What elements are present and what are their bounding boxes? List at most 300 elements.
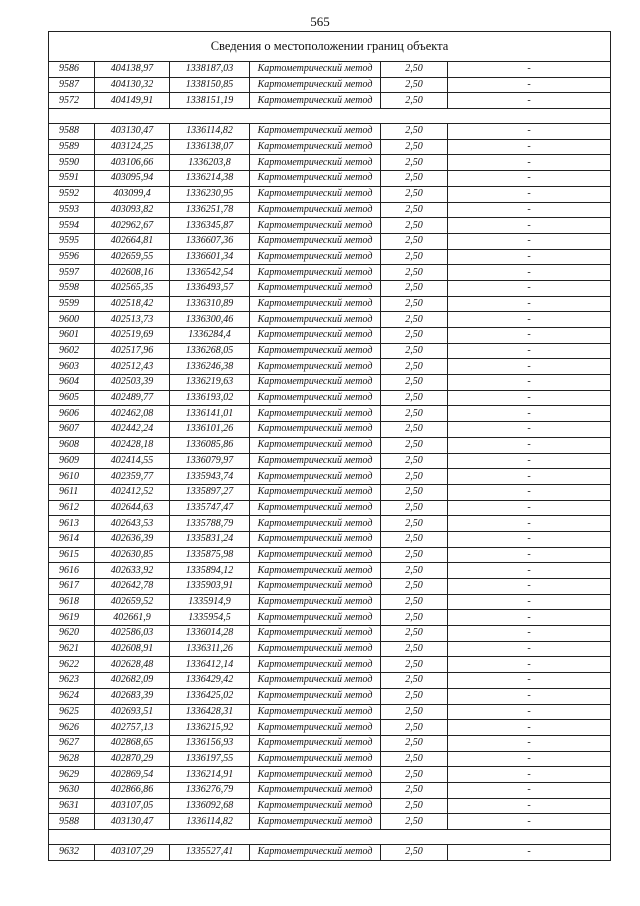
accuracy-cell: 2,50 xyxy=(381,626,448,642)
description-cell: - xyxy=(448,296,611,312)
description-cell: - xyxy=(448,390,611,406)
accuracy-cell: 2,50 xyxy=(381,62,448,78)
description-cell: - xyxy=(448,93,611,109)
accuracy-cell: 2,50 xyxy=(381,704,448,720)
table-row xyxy=(49,500,611,516)
table-row xyxy=(49,218,611,234)
accuracy-cell: 2,50 xyxy=(381,579,448,595)
method-cell: Картометрический метод xyxy=(250,296,381,312)
method-cell: Картометрический метод xyxy=(250,688,381,704)
table-row xyxy=(49,563,611,579)
table-row xyxy=(49,233,611,249)
table-row xyxy=(49,735,611,751)
method-cell: Картометрический метод xyxy=(250,249,381,265)
description-cell: - xyxy=(448,735,611,751)
method-cell: Картометрический метод xyxy=(250,814,381,830)
method-cell: Картометрический метод xyxy=(250,751,381,767)
description-cell: - xyxy=(448,233,611,249)
method-cell: Картометрический метод xyxy=(250,265,381,281)
point-number-cell: 9628 xyxy=(49,751,95,767)
point-number-cell: 9609 xyxy=(49,453,95,469)
x-coordinate-cell: 402518,42 xyxy=(95,296,170,312)
table-row xyxy=(49,845,611,861)
accuracy-cell: 2,50 xyxy=(381,171,448,187)
y-coordinate-cell: 1338150,85 xyxy=(170,77,250,93)
method-cell: Картометрический метод xyxy=(250,845,381,861)
y-coordinate-cell: 1336268,05 xyxy=(170,343,250,359)
x-coordinate-cell: 402359,77 xyxy=(95,469,170,485)
accuracy-cell: 2,50 xyxy=(381,610,448,626)
method-cell: Картометрический метод xyxy=(250,359,381,375)
accuracy-cell: 2,50 xyxy=(381,547,448,563)
y-coordinate-cell: 1336114,82 xyxy=(170,814,250,830)
method-cell: Картометрический метод xyxy=(250,782,381,798)
y-coordinate-cell: 1336197,55 xyxy=(170,751,250,767)
point-number-cell: 9622 xyxy=(49,657,95,673)
y-coordinate-cell: 1336141,01 xyxy=(170,406,250,422)
point-number-cell: 9594 xyxy=(49,218,95,234)
description-cell: - xyxy=(448,422,611,438)
x-coordinate-cell: 402608,16 xyxy=(95,265,170,281)
x-coordinate-cell: 402643,53 xyxy=(95,516,170,532)
point-number-cell: 9606 xyxy=(49,406,95,422)
x-coordinate-cell: 402682,09 xyxy=(95,673,170,689)
x-coordinate-cell: 402659,55 xyxy=(95,249,170,265)
method-cell: Картометрический метод xyxy=(250,218,381,234)
point-number-cell: 9595 xyxy=(49,233,95,249)
accuracy-cell: 2,50 xyxy=(381,265,448,281)
y-coordinate-cell: 1336425,02 xyxy=(170,688,250,704)
y-coordinate-cell: 1336203,8 xyxy=(170,155,250,171)
table-row xyxy=(49,798,611,814)
point-number-cell: 9602 xyxy=(49,343,95,359)
description-cell: - xyxy=(448,563,611,579)
y-coordinate-cell: 1336230,95 xyxy=(170,186,250,202)
method-cell: Картометрический метод xyxy=(250,704,381,720)
table-row xyxy=(49,406,611,422)
accuracy-cell: 2,50 xyxy=(381,657,448,673)
table-caption-row xyxy=(49,32,611,62)
point-number-cell: 9607 xyxy=(49,422,95,438)
method-cell: Картометрический метод xyxy=(250,641,381,657)
page-number: 565 xyxy=(310,14,330,29)
table-row xyxy=(49,312,611,328)
table-row xyxy=(49,704,611,720)
x-coordinate-cell: 402866,86 xyxy=(95,782,170,798)
accuracy-cell: 2,50 xyxy=(381,782,448,798)
x-coordinate-cell: 402693,51 xyxy=(95,704,170,720)
table-row xyxy=(49,531,611,547)
boundary-table-container xyxy=(48,31,610,861)
table-row xyxy=(49,359,611,375)
method-cell: Картометрический метод xyxy=(250,62,381,78)
x-coordinate-cell: 403130,47 xyxy=(95,814,170,830)
point-number-cell: 9627 xyxy=(49,735,95,751)
description-cell: - xyxy=(448,375,611,391)
method-cell: Картометрический метод xyxy=(250,469,381,485)
y-coordinate-cell: 1336014,28 xyxy=(170,626,250,642)
point-number-cell: 9588 xyxy=(49,814,95,830)
accuracy-cell: 2,50 xyxy=(381,390,448,406)
accuracy-cell: 2,50 xyxy=(381,406,448,422)
description-cell: - xyxy=(448,218,611,234)
description-cell: - xyxy=(448,720,611,736)
description-cell: - xyxy=(448,814,611,830)
point-number-cell: 9614 xyxy=(49,531,95,547)
method-cell: Картометрический метод xyxy=(250,594,381,610)
point-number-cell: 9618 xyxy=(49,594,95,610)
method-cell: Картометрический метод xyxy=(250,406,381,422)
x-coordinate-cell: 404138,97 xyxy=(95,62,170,78)
y-coordinate-cell: 1335903,91 xyxy=(170,579,250,595)
point-number-cell: 9626 xyxy=(49,720,95,736)
x-coordinate-cell: 403107,29 xyxy=(95,845,170,861)
method-cell: Картометрический метод xyxy=(250,673,381,689)
y-coordinate-cell: 1336276,79 xyxy=(170,782,250,798)
method-cell: Картометрический метод xyxy=(250,484,381,500)
table-row xyxy=(49,280,611,296)
y-coordinate-cell: 1336284,4 xyxy=(170,328,250,344)
table-row xyxy=(49,626,611,642)
y-coordinate-cell: 1336092,68 xyxy=(170,798,250,814)
x-coordinate-cell: 402869,54 xyxy=(95,767,170,783)
method-cell: Картометрический метод xyxy=(250,312,381,328)
y-coordinate-cell: 1336219,63 xyxy=(170,375,250,391)
y-coordinate-cell: 1335894,12 xyxy=(170,563,250,579)
x-coordinate-cell: 402512,43 xyxy=(95,359,170,375)
y-coordinate-cell: 1338187,03 xyxy=(170,62,250,78)
method-cell: Картометрический метод xyxy=(250,186,381,202)
accuracy-cell: 2,50 xyxy=(381,280,448,296)
description-cell: - xyxy=(448,312,611,328)
point-number-cell: 9600 xyxy=(49,312,95,328)
point-number-cell: 9597 xyxy=(49,265,95,281)
x-coordinate-cell: 403124,25 xyxy=(95,139,170,155)
point-number-cell: 9604 xyxy=(49,375,95,391)
accuracy-cell: 2,50 xyxy=(381,139,448,155)
x-coordinate-cell: 402659,52 xyxy=(95,594,170,610)
point-number-cell: 9610 xyxy=(49,469,95,485)
method-cell: Картометрический метод xyxy=(250,155,381,171)
description-cell: - xyxy=(448,484,611,500)
description-cell: - xyxy=(448,547,611,563)
x-coordinate-cell: 402519,69 xyxy=(95,328,170,344)
x-coordinate-cell: 402412,52 xyxy=(95,484,170,500)
description-cell: - xyxy=(448,171,611,187)
point-number-cell: 9620 xyxy=(49,626,95,642)
x-coordinate-cell: 402462,08 xyxy=(95,406,170,422)
contour-separator-row xyxy=(49,109,611,124)
accuracy-cell: 2,50 xyxy=(381,77,448,93)
x-coordinate-cell: 402683,39 xyxy=(95,688,170,704)
description-cell: - xyxy=(448,845,611,861)
accuracy-cell: 2,50 xyxy=(381,767,448,783)
method-cell: Картометрический метод xyxy=(250,516,381,532)
table-row xyxy=(49,453,611,469)
method-cell: Картометрический метод xyxy=(250,139,381,155)
method-cell: Картометрический метод xyxy=(250,171,381,187)
method-cell: Картометрический метод xyxy=(250,657,381,673)
point-number-cell: 9630 xyxy=(49,782,95,798)
x-coordinate-cell: 402661,9 xyxy=(95,610,170,626)
x-coordinate-cell: 402428,18 xyxy=(95,437,170,453)
x-coordinate-cell: 402630,85 xyxy=(95,547,170,563)
y-coordinate-cell: 1336251,78 xyxy=(170,202,250,218)
x-coordinate-cell: 403095,94 xyxy=(95,171,170,187)
method-cell: Картометрический метод xyxy=(250,720,381,736)
method-cell: Картометрический метод xyxy=(250,626,381,642)
point-number-cell: 9587 xyxy=(49,77,95,93)
x-coordinate-cell: 403107,05 xyxy=(95,798,170,814)
separator-cell xyxy=(49,109,611,124)
accuracy-cell: 2,50 xyxy=(381,359,448,375)
point-number-cell: 9591 xyxy=(49,171,95,187)
accuracy-cell: 2,50 xyxy=(381,594,448,610)
accuracy-cell: 2,50 xyxy=(381,296,448,312)
point-number-cell: 9596 xyxy=(49,249,95,265)
accuracy-cell: 2,50 xyxy=(381,93,448,109)
table-row xyxy=(49,375,611,391)
accuracy-cell: 2,50 xyxy=(381,375,448,391)
y-coordinate-cell: 1336311,26 xyxy=(170,641,250,657)
y-coordinate-cell: 1335897,27 xyxy=(170,484,250,500)
description-cell: - xyxy=(448,343,611,359)
description-cell: - xyxy=(448,641,611,657)
method-cell: Картометрический метод xyxy=(250,422,381,438)
table-row xyxy=(49,767,611,783)
x-coordinate-cell: 402608,91 xyxy=(95,641,170,657)
accuracy-cell: 2,50 xyxy=(381,500,448,516)
point-number-cell: 9572 xyxy=(49,93,95,109)
description-cell: - xyxy=(448,280,611,296)
accuracy-cell: 2,50 xyxy=(381,484,448,500)
x-coordinate-cell: 404130,32 xyxy=(95,77,170,93)
x-coordinate-cell: 402868,65 xyxy=(95,735,170,751)
x-coordinate-cell: 403106,66 xyxy=(95,155,170,171)
table-row xyxy=(49,124,611,140)
method-cell: Картометрический метод xyxy=(250,343,381,359)
description-cell: - xyxy=(448,673,611,689)
accuracy-cell: 2,50 xyxy=(381,186,448,202)
description-cell: - xyxy=(448,406,611,422)
accuracy-cell: 2,50 xyxy=(381,422,448,438)
x-coordinate-cell: 402633,92 xyxy=(95,563,170,579)
table-row xyxy=(49,328,611,344)
method-cell: Картометрический метод xyxy=(250,233,381,249)
table-row xyxy=(49,814,611,830)
point-number-cell: 9592 xyxy=(49,186,95,202)
table-row xyxy=(49,547,611,563)
x-coordinate-cell: 402644,63 xyxy=(95,500,170,516)
y-coordinate-cell: 1336246,38 xyxy=(170,359,250,375)
y-coordinate-cell: 1336215,92 xyxy=(170,720,250,736)
accuracy-cell: 2,50 xyxy=(381,218,448,234)
accuracy-cell: 2,50 xyxy=(381,688,448,704)
point-number-cell: 9605 xyxy=(49,390,95,406)
point-number-cell: 9611 xyxy=(49,484,95,500)
point-number-cell: 9615 xyxy=(49,547,95,563)
description-cell: - xyxy=(448,798,611,814)
accuracy-cell: 2,50 xyxy=(381,735,448,751)
contour-separator-row xyxy=(49,830,611,845)
accuracy-cell: 2,50 xyxy=(381,563,448,579)
point-number-cell: 9588 xyxy=(49,124,95,140)
point-number-cell: 9589 xyxy=(49,139,95,155)
x-coordinate-cell: 402586,03 xyxy=(95,626,170,642)
y-coordinate-cell: 1336607,36 xyxy=(170,233,250,249)
table-row xyxy=(49,610,611,626)
x-coordinate-cell: 403093,82 xyxy=(95,202,170,218)
method-cell: Картометрический метод xyxy=(250,375,381,391)
description-cell: - xyxy=(448,249,611,265)
x-coordinate-cell: 402757,13 xyxy=(95,720,170,736)
table-row xyxy=(49,594,611,610)
y-coordinate-cell: 1336412,14 xyxy=(170,657,250,673)
x-coordinate-cell: 403099,4 xyxy=(95,186,170,202)
separator-cell xyxy=(49,830,611,845)
table-row xyxy=(49,782,611,798)
description-cell: - xyxy=(448,531,611,547)
point-number-cell: 9617 xyxy=(49,579,95,595)
description-cell: - xyxy=(448,437,611,453)
method-cell: Картометрический метод xyxy=(250,437,381,453)
method-cell: Картометрический метод xyxy=(250,547,381,563)
method-cell: Картометрический метод xyxy=(250,579,381,595)
y-coordinate-cell: 1336493,57 xyxy=(170,280,250,296)
x-coordinate-cell: 402628,48 xyxy=(95,657,170,673)
y-coordinate-cell: 1338151,19 xyxy=(170,93,250,109)
point-number-cell: 9590 xyxy=(49,155,95,171)
accuracy-cell: 2,50 xyxy=(381,814,448,830)
table-row xyxy=(49,171,611,187)
description-cell: - xyxy=(448,767,611,783)
description-cell: - xyxy=(448,77,611,93)
y-coordinate-cell: 1335875,98 xyxy=(170,547,250,563)
accuracy-cell: 2,50 xyxy=(381,437,448,453)
description-cell: - xyxy=(448,265,611,281)
description-cell: - xyxy=(448,453,611,469)
table-row xyxy=(49,77,611,93)
description-cell: - xyxy=(448,782,611,798)
description-cell: - xyxy=(448,62,611,78)
description-cell: - xyxy=(448,469,611,485)
accuracy-cell: 2,50 xyxy=(381,798,448,814)
point-number-cell: 9632 xyxy=(49,845,95,861)
point-number-cell: 9616 xyxy=(49,563,95,579)
x-coordinate-cell: 402636,39 xyxy=(95,531,170,547)
y-coordinate-cell: 1335747,47 xyxy=(170,500,250,516)
y-coordinate-cell: 1335788,79 xyxy=(170,516,250,532)
y-coordinate-cell: 1336138,07 xyxy=(170,139,250,155)
accuracy-cell: 2,50 xyxy=(381,312,448,328)
accuracy-cell: 2,50 xyxy=(381,328,448,344)
x-coordinate-cell: 402870,29 xyxy=(95,751,170,767)
point-number-cell: 9621 xyxy=(49,641,95,657)
y-coordinate-cell: 1336214,91 xyxy=(170,767,250,783)
table-row xyxy=(49,62,611,78)
accuracy-cell: 2,50 xyxy=(381,469,448,485)
table-row xyxy=(49,202,611,218)
method-cell: Картометрический метод xyxy=(250,328,381,344)
accuracy-cell: 2,50 xyxy=(381,531,448,547)
description-cell: - xyxy=(448,186,611,202)
accuracy-cell: 2,50 xyxy=(381,249,448,265)
y-coordinate-cell: 1336310,89 xyxy=(170,296,250,312)
y-coordinate-cell: 1336214,38 xyxy=(170,171,250,187)
table-row xyxy=(49,484,611,500)
method-cell: Картометрический метод xyxy=(250,735,381,751)
point-number-cell: 9623 xyxy=(49,673,95,689)
point-number-cell: 9601 xyxy=(49,328,95,344)
x-coordinate-cell: 402414,55 xyxy=(95,453,170,469)
boundary-coordinates-table xyxy=(48,31,611,861)
table-row xyxy=(49,422,611,438)
method-cell: Картометрический метод xyxy=(250,93,381,109)
point-number-cell: 9613 xyxy=(49,516,95,532)
accuracy-cell: 2,50 xyxy=(381,845,448,861)
y-coordinate-cell: 1336156,93 xyxy=(170,735,250,751)
y-coordinate-cell: 1335943,74 xyxy=(170,469,250,485)
description-cell: - xyxy=(448,657,611,673)
method-cell: Картометрический метод xyxy=(250,124,381,140)
table-row xyxy=(49,186,611,202)
x-coordinate-cell: 402642,78 xyxy=(95,579,170,595)
y-coordinate-cell: 1335914,9 xyxy=(170,594,250,610)
x-coordinate-cell: 402489,77 xyxy=(95,390,170,406)
y-coordinate-cell: 1336428,31 xyxy=(170,704,250,720)
point-number-cell: 9608 xyxy=(49,437,95,453)
point-number-cell: 9619 xyxy=(49,610,95,626)
description-cell: - xyxy=(448,359,611,375)
description-cell: - xyxy=(448,579,611,595)
table-row xyxy=(49,720,611,736)
table-row xyxy=(49,437,611,453)
y-coordinate-cell: 1336345,87 xyxy=(170,218,250,234)
point-number-cell: 9629 xyxy=(49,767,95,783)
x-coordinate-cell: 403130,47 xyxy=(95,124,170,140)
table-row xyxy=(49,139,611,155)
description-cell: - xyxy=(448,610,611,626)
table-row xyxy=(49,155,611,171)
accuracy-cell: 2,50 xyxy=(381,720,448,736)
y-coordinate-cell: 1336601,34 xyxy=(170,249,250,265)
accuracy-cell: 2,50 xyxy=(381,453,448,469)
accuracy-cell: 2,50 xyxy=(381,673,448,689)
method-cell: Картометрический метод xyxy=(250,280,381,296)
point-number-cell: 9598 xyxy=(49,280,95,296)
point-number-cell: 9625 xyxy=(49,704,95,720)
accuracy-cell: 2,50 xyxy=(381,124,448,140)
description-cell: - xyxy=(448,155,611,171)
accuracy-cell: 2,50 xyxy=(381,233,448,249)
x-coordinate-cell: 402513,73 xyxy=(95,312,170,328)
table-row xyxy=(49,657,611,673)
y-coordinate-cell: 1336079,97 xyxy=(170,453,250,469)
description-cell: - xyxy=(448,516,611,532)
point-number-cell: 9612 xyxy=(49,500,95,516)
table-row xyxy=(49,390,611,406)
y-coordinate-cell: 1336542,54 xyxy=(170,265,250,281)
method-cell: Картометрический метод xyxy=(250,390,381,406)
method-cell: Картометрический метод xyxy=(250,531,381,547)
point-number-cell: 9624 xyxy=(49,688,95,704)
x-coordinate-cell: 402565,35 xyxy=(95,280,170,296)
y-coordinate-cell: 1336429,42 xyxy=(170,673,250,689)
point-number-cell: 9603 xyxy=(49,359,95,375)
x-coordinate-cell: 404149,91 xyxy=(95,93,170,109)
y-coordinate-cell: 1335527,41 xyxy=(170,845,250,861)
point-number-cell: 9593 xyxy=(49,202,95,218)
